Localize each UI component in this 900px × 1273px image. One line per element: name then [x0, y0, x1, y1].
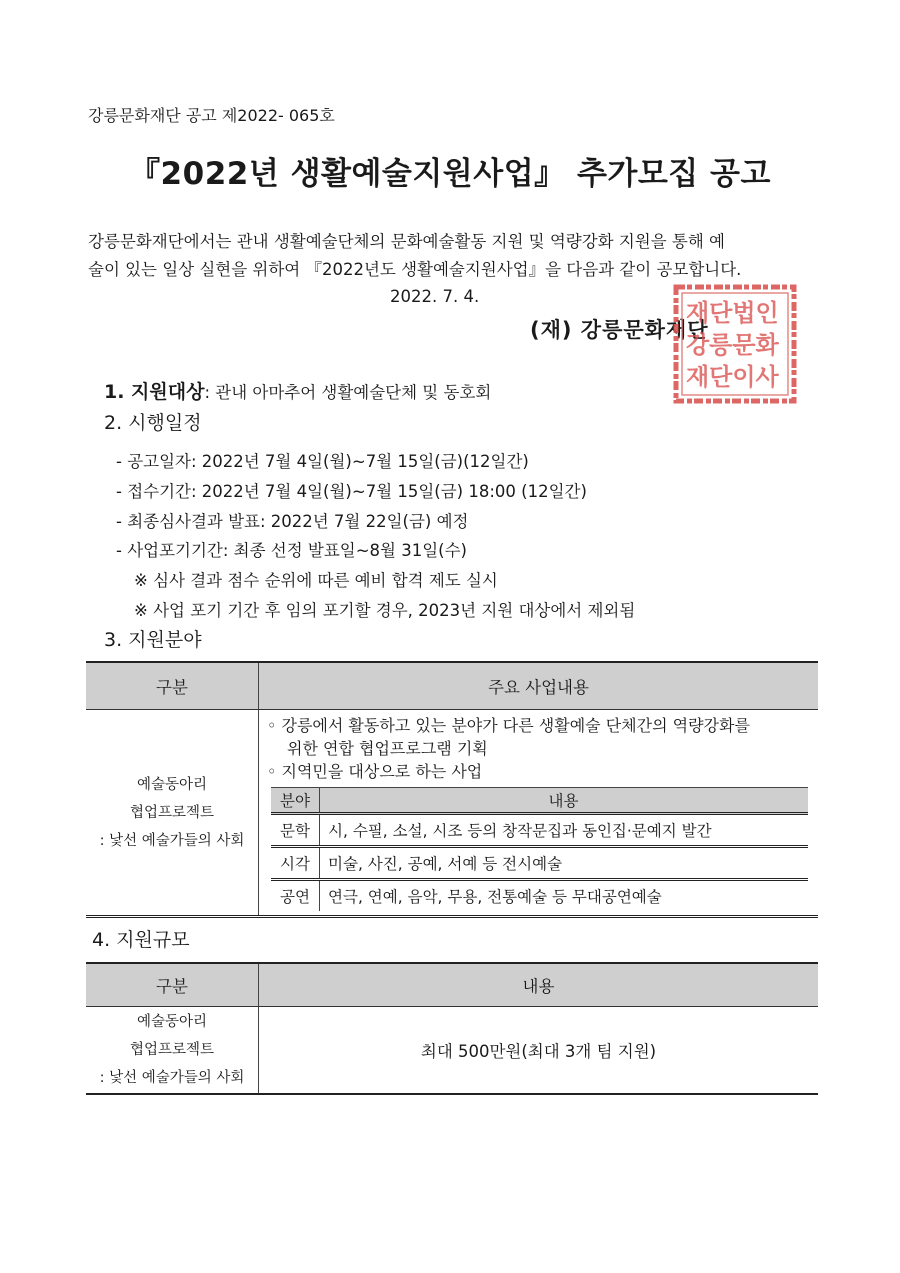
field-detail-table [271, 787, 808, 911]
notice-number: 강릉문화재단 공고 제2022- 065호 [88, 106, 335, 125]
support-amount: 최대 500만원(최대 3개 팀 지원) [259, 1007, 819, 1095]
page-title: 『2022년 생활예술지원사업』 추가모집 공고 [129, 156, 771, 192]
issuer-name: (재) 강릉문화재단 [530, 318, 709, 342]
notice-date: 2022. 7. 4. [390, 287, 480, 306]
table-row [271, 814, 808, 847]
category-cell [86, 1007, 259, 1095]
schedule-item-announcement: - 공고일자: 2022년 7월 4일(월)~7월 15일(금)(12일간) [116, 452, 529, 471]
official-seal-stamp [672, 283, 798, 405]
category-line: 예술동아리 [136, 1014, 208, 1030]
field-label: 공연 [271, 880, 320, 912]
table-row [86, 710, 818, 917]
intro-paragraph [88, 228, 828, 284]
table-row [271, 847, 808, 880]
section-1-heading: 1. 지원대상 [104, 381, 205, 403]
table-header-row [86, 963, 818, 1007]
schedule-note-exclusion: ※ 사업 포기 기간 후 임의 포기할 경우, 2023년 지원 대상에서 제외됨 [134, 601, 636, 620]
category-line: 협업프로젝트 [129, 1042, 215, 1058]
support-scale-table [86, 962, 818, 1095]
category-line: : 낯선 예술가들의 사회 [99, 832, 245, 849]
table-header-row [86, 662, 818, 710]
category-line: 협업프로젝트 [129, 804, 215, 821]
schedule-item-submission: - 접수기간: 2022년 7월 4일(월)~7월 15일(금) 18:00 (12일간) [116, 482, 587, 501]
svg-text:강릉문화: 강릉문화 [686, 331, 779, 359]
category-line: : 낯선 예술가들의 사회 [99, 1070, 245, 1086]
intro-line-1: 강릉문화재단에서는 관내 생활예술단체의 문화예술활동 지원 및 역량강화 지원을 통해 예 [88, 232, 725, 251]
table-row [271, 880, 808, 912]
field-content: 미술, 사진, 공예, 서예 등 전시예술 [320, 847, 809, 880]
inner-header-field: 분야 [271, 788, 320, 814]
content-bullet: ◦ 강릉에서 활동하고 있는 분야가 다른 생활예술 단체간의 역량강화를 [267, 716, 750, 735]
field-content: 연극, 연예, 음악, 무용, 전통예술 등 무대공연예술 [320, 880, 809, 912]
content-cell [259, 710, 819, 917]
table-header-category: 구분 [86, 963, 259, 1007]
field-label: 시각 [271, 847, 320, 880]
table-header-category: 구분 [86, 662, 259, 710]
section-4-heading: 4. 지원규모 [92, 929, 190, 951]
inner-header-row [271, 788, 808, 814]
intro-line-2: 술이 있는 일상 실현을 위하여 『2022년도 생활예술지원사업』을 다음과 같이 공모합니다. [88, 260, 742, 279]
schedule-item-result: - 최종심사결과 발표: 2022년 7월 22일(금) 예정 [116, 512, 469, 531]
table-header-content: 주요 사업내용 [259, 662, 819, 710]
schedule-note-reserve: ※ 심사 결과 점수 순위에 따른 예비 합격 제도 실시 [134, 571, 498, 590]
section-2-heading: 2. 시행일정 [104, 412, 202, 434]
category-cell [86, 710, 259, 917]
content-bullet: ◦ 지역민을 대상으로 하는 사업 [267, 762, 483, 781]
svg-text:재단법인: 재단법인 [686, 299, 779, 327]
svg-text:재단이사: 재단이사 [686, 363, 779, 391]
field-label: 문학 [271, 814, 320, 847]
section-3-heading: 3. 지원분야 [104, 629, 202, 651]
table-header-content: 내용 [259, 963, 819, 1007]
section-1 [104, 377, 491, 404]
inner-header-content: 내용 [320, 788, 809, 814]
support-field-table [86, 661, 818, 918]
field-content: 시, 수필, 소설, 시조 등의 창작문집과 동인집·문예지 발간 [320, 814, 809, 847]
category-line: 예술동아리 [136, 776, 208, 793]
schedule-item-withdrawal: - 사업포기기간: 최종 선정 발표일~8월 31일(수) [116, 541, 467, 560]
content-bullet-continued: 위한 연합 협업프로그램 기획 [287, 739, 488, 758]
table-row [86, 1007, 818, 1095]
section-1-text: : 관내 아마추어 생활예술단체 및 동호회 [204, 383, 492, 402]
